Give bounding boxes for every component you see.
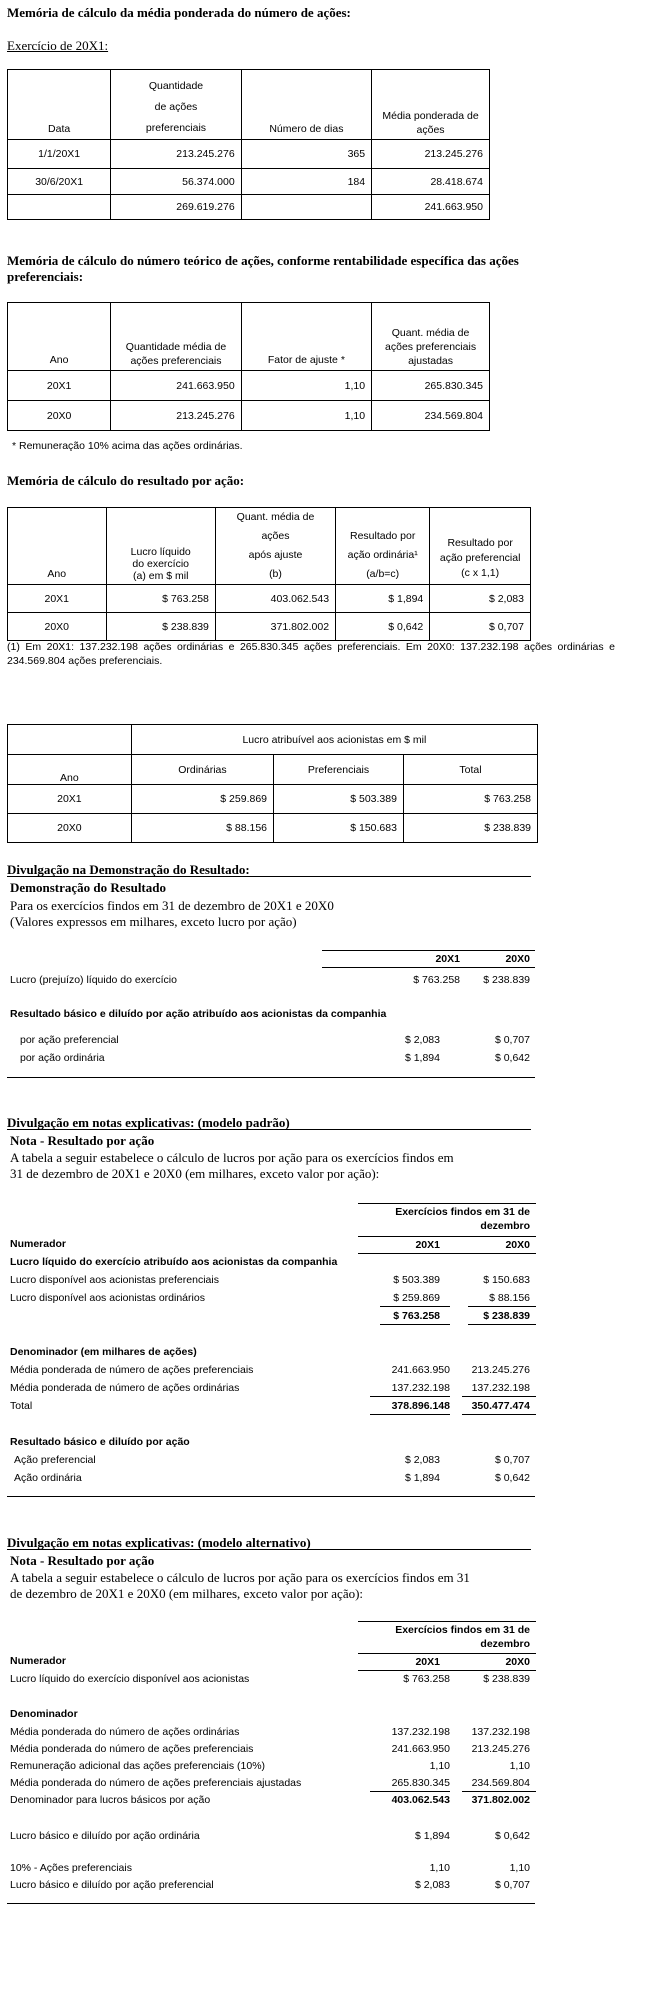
additional-remuneration-label: Remuneração adicional das ações preferenciais (10%) [10, 1760, 266, 1772]
section-title-income-statement: Divulgação na Demonstração do Resultado: [7, 862, 250, 877]
total-label: Total [10, 1400, 33, 1412]
basic-denominator-20x0: 371.802.002 [471, 1794, 530, 1806]
ord-20x0: $ 0,642 [494, 1052, 530, 1064]
pref-profit-20x1: $ 503.389 [393, 1274, 440, 1286]
eps-ord-20x1: $ 1,894 [404, 1472, 440, 1484]
profit-total-20x0: $ 238.839 [483, 1310, 530, 1322]
column-rule [322, 967, 535, 968]
section-bottom-rule [7, 1496, 535, 1497]
wa-pref-label: Média ponderada do número de ações preferenciais [10, 1743, 254, 1755]
ord-profit-20x0: $ 88.156 [489, 1292, 530, 1304]
column-header-20x0: 20X0 [505, 1656, 530, 1668]
sum-rule [370, 1414, 450, 1415]
footnote-line-2: 234.569.804 ações preferenciais. [7, 655, 163, 667]
ord-profit-label: Lucro disponível aos acionistas ordinários [10, 1292, 205, 1304]
title-underline [7, 876, 531, 877]
net-income-20x1: $ 763.258 [403, 1673, 450, 1685]
net-income-label: Lucro líquido do exercício disponível aos acionistas [10, 1673, 250, 1685]
eps-ord-20x0: $ 0,642 [494, 1472, 530, 1484]
pref-10-20x0: 1,10 [509, 1862, 530, 1874]
period-header-2: dezembro [480, 1638, 530, 1650]
table-header-row [8, 70, 490, 140]
period-line: Para os exercícios findos em 31 de dezembro de 20X1 e 20X0 [10, 898, 334, 913]
column-header-20x0: 20X0 [505, 1239, 530, 1251]
ord-eps-20x1: $ 1,894 [414, 1830, 450, 1842]
eps-pref-label: Ação preferencial [14, 1454, 96, 1466]
net-income-20x0: $ 238.839 [483, 974, 530, 986]
footnote-line-1: (1) Em 20X1: 137.232.198 ações ordinárias e 265.830.345 ações preferenciais. Em 20X0: 137.232.198 ações ordinárias e [7, 641, 615, 653]
note-line-2: de dezembro de 20X1 e 20X0 (em milhares, exceto valor por ação): [10, 1586, 364, 1601]
table-group-header-row: Lucro atribuível aos acionistas em $ mil [8, 725, 538, 755]
ord-eps-label: Lucro básico e diluído por ação ordinária [10, 1830, 200, 1842]
additional-remuneration-20x0: 1,10 [509, 1760, 530, 1772]
table-row: 20X1 $ 259.869 $ 503.389 $ 763.258 [8, 785, 538, 814]
denominator-label: Denominador (em milhares de ações) [10, 1346, 197, 1358]
table-header-row: Ano Quantidade média de ações preferenciais Fator de ajuste * Quant. média de ações preferenciais ajustadas [8, 303, 490, 371]
column-rule [358, 1621, 536, 1622]
wa-pref-20x0: 213.245.276 [471, 1364, 530, 1376]
sum-rule [462, 1414, 536, 1415]
wa-adjusted-label: Média ponderada do número de ações preferenciais ajustadas [10, 1777, 302, 1789]
table-row: 20X0 213.245.276 1,10 234.569.804 [8, 401, 490, 431]
wa-adjusted-20x1: 265.830.345 [391, 1777, 450, 1789]
table-row: 30/6/20X1 56.374.000 184 28.418.674 [8, 169, 490, 195]
note-line-1: A tabela a seguir estabelece o cálculo de lucros por ação para os exercícios findos em 31 [10, 1570, 470, 1585]
profit-total-20x1: $ 763.258 [393, 1310, 440, 1322]
section-title-standard-notes: Divulgação em notas explicativas: (modelo padrão) [7, 1115, 290, 1130]
weighted-average-table [7, 69, 490, 220]
wa-pref-label: Média ponderada de número de ações preferenciais [10, 1364, 254, 1376]
pref-20x0: $ 0,707 [494, 1034, 530, 1046]
pref-eps-20x0: $ 0,707 [494, 1879, 530, 1891]
section-bottom-rule [7, 1903, 535, 1904]
wa-ord-20x0: 137.232.198 [471, 1382, 530, 1394]
wa-adjusted-20x0: 234.569.804 [471, 1777, 530, 1789]
footnote: * Remuneração 10% acima das ações ordinárias. [12, 440, 243, 452]
pref-20x1: $ 2,083 [404, 1034, 440, 1046]
wa-ord-label: Média ponderada de número de ações ordinárias [10, 1382, 240, 1394]
ord-20x1: $ 1,894 [404, 1052, 440, 1064]
ord-profit-20x1: $ 259.869 [393, 1292, 440, 1304]
total-20x0: 350.477.474 [471, 1400, 530, 1412]
note-title: Nota - Resultado por ação [10, 1553, 155, 1568]
wa-ord-label: Média ponderada do número de ações ordinárias [10, 1726, 240, 1738]
doc-title: Demonstração do Resultado [10, 880, 166, 895]
wa-pref-20x1: 241.663.950 [391, 1364, 450, 1376]
wa-pref-20x0: 213.245.276 [471, 1743, 530, 1755]
header-quantidade: Quantidade de ações preferenciais [111, 70, 241, 140]
wa-ord-20x1: 137.232.198 [391, 1726, 450, 1738]
period-header-1: Exercícios findos em 31 de [395, 1624, 530, 1636]
net-income-label: Lucro (prejuízo) líquido do exercício [10, 974, 177, 986]
table-row: 20X0 $ 88.156 $ 150.683 $ 238.839 [8, 814, 538, 843]
title-underline [7, 1549, 531, 1550]
pref-profit-label: Lucro disponível aos acionistas preferenciais [10, 1274, 219, 1286]
total-20x1: 378.896.148 [391, 1400, 450, 1412]
attributable-profit-table [7, 724, 538, 843]
eps-table [7, 507, 531, 641]
table-row: 20X1 241.663.950 1,10 265.830.345 [8, 371, 490, 401]
note-title: Nota - Resultado por ação [10, 1133, 155, 1148]
period-header-1: Exercícios findos em 31 de [395, 1206, 530, 1218]
section-bottom-rule [7, 1077, 535, 1078]
table-row: 1/1/20X1 213.245.276 365 213.245.276 [8, 140, 490, 169]
sum-rule [462, 1791, 536, 1792]
ord-eps-20x0: $ 0,642 [494, 1830, 530, 1842]
header-data: Data [8, 70, 111, 140]
table-header-row: Ano Lucro líquido do exercício (a) em $ mil Quant. média de ações após ajuste (b) Resultado por ação ordinária¹ (a/b=c) Resultado por ação preferencial (c x 1,1) [8, 508, 531, 585]
column-header-20x0: 20X0 [505, 953, 530, 965]
column-rule [358, 1653, 536, 1654]
eps-pref-20x0: $ 0,707 [494, 1454, 530, 1466]
table-row: 20X0 $ 238.839 371.802.002 $ 0,642 $ 0,707 [8, 613, 531, 641]
pref-label: por ação preferencial [20, 1034, 119, 1046]
sum-rule [380, 1324, 450, 1325]
sum-rule [370, 1791, 450, 1792]
eps-label: Resultado básico e diluído por ação [10, 1436, 190, 1448]
net-income-20x0: $ 238.839 [483, 1673, 530, 1685]
ord-label: por ação ordinária [20, 1052, 105, 1064]
section-title-weighted-average: Memória de cálculo da média ponderada do número de ações: [7, 5, 351, 20]
header-media-ponderada: Média ponderada de ações [372, 70, 490, 140]
header-dias: Número de dias [241, 70, 371, 140]
note-line-1: A tabela a seguir estabelece o cálculo de lucros por ação para os exercícios findos em [10, 1150, 454, 1165]
section-title-alternative-notes: Divulgação em notas explicativas: (modelo alternativo) [7, 1535, 311, 1550]
column-rule [358, 1670, 536, 1671]
pref-10-20x1: 1,10 [429, 1862, 450, 1874]
theoretical-shares-table [7, 302, 490, 431]
pref-10-label: 10% - Ações preferenciais [10, 1862, 132, 1874]
exercise-label: Exercício de 20X1: [7, 38, 109, 53]
column-header-20x1: 20X1 [415, 1239, 440, 1251]
sum-rule [380, 1306, 450, 1307]
basic-denominator-label: Denominador para lucros básicos por ação [10, 1794, 211, 1806]
table-total-row: 269.619.276 241.663.950 [8, 195, 490, 220]
basic-denominator-20x1: 403.062.543 [391, 1794, 450, 1806]
title-underline [7, 1129, 531, 1130]
pref-eps-20x1: $ 2,083 [414, 1879, 450, 1891]
sum-rule [370, 1396, 450, 1397]
table-header-row: Ano Ordinárias Preferenciais Total [8, 755, 538, 785]
wa-pref-20x1: 241.663.950 [391, 1743, 450, 1755]
numerator-label: Numerador [10, 1238, 67, 1250]
period-header-2: dezembro [480, 1220, 530, 1232]
column-header-20x1: 20X1 [415, 1656, 440, 1668]
column-rule [322, 950, 535, 951]
sum-rule [462, 1396, 536, 1397]
additional-remuneration-20x1: 1,10 [429, 1760, 450, 1772]
pref-profit-20x0: $ 150.683 [483, 1274, 530, 1286]
note-line-2: 31 de dezembro de 20X1 e 20X0 (em milhares, exceto valor por ação): [10, 1166, 380, 1181]
eps-ord-label: Ação ordinária [14, 1472, 82, 1484]
section-title-theoretical-shares: Memória de cálculo do número teórico de ações, conforme rentabilidade específica das ações preferenciais: [7, 253, 519, 284]
sum-rule [468, 1306, 536, 1307]
column-header-20x1: 20X1 [435, 953, 460, 965]
numerator-label: Numerador [10, 1655, 67, 1667]
wa-ord-20x1: 137.232.198 [391, 1382, 450, 1394]
pref-eps-label: Lucro básico e diluído por ação preferencial [10, 1879, 214, 1891]
net-income-20x1: $ 763.258 [413, 974, 460, 986]
eps-label: Resultado básico e diluído por ação atribuído aos acionistas da companhia [10, 1008, 387, 1020]
column-rule [358, 1203, 536, 1204]
column-rule [358, 1236, 536, 1237]
units-line: (Valores expressos em milhares, exceto lucro por ação) [10, 914, 297, 929]
net-income-attrib-label: Lucro líquido do exercício atribuído aos acionistas da companhia [10, 1256, 338, 1268]
denominator-label: Denominador [10, 1708, 78, 1720]
sum-rule [468, 1324, 536, 1325]
column-rule [358, 1253, 536, 1254]
eps-pref-20x1: $ 2,083 [404, 1454, 440, 1466]
section-title-eps: Memória de cálculo do resultado por ação: [7, 473, 245, 488]
table-row: 20X1 $ 763.258 403.062.543 $ 1,894 $ 2,083 [8, 585, 531, 613]
wa-ord-20x0: 137.232.198 [471, 1726, 530, 1738]
